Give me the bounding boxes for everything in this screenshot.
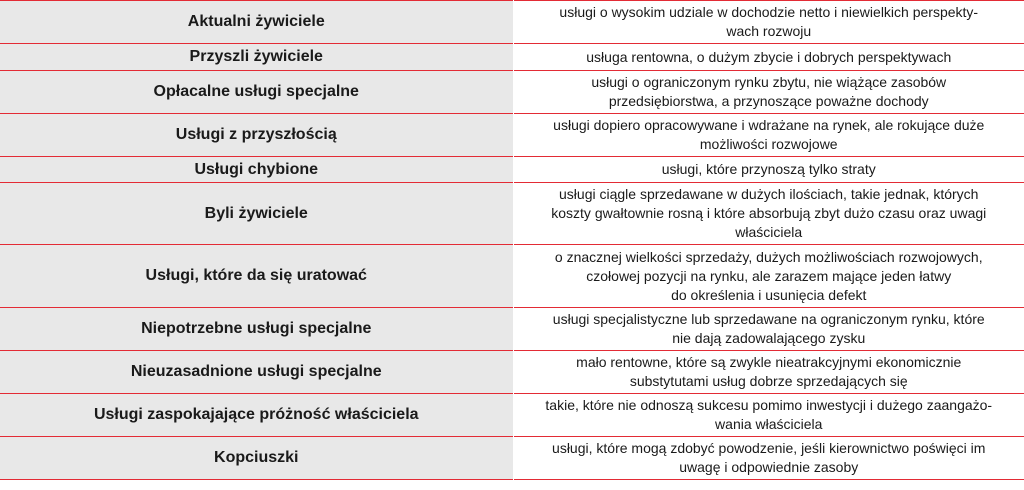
table-row: [0, 183, 1024, 245]
row-description: usługi, które mogą zdobyć powodzenie, jeśli kierownictwo poświęci im uwagę i odpowiednie zasoby: [513, 437, 1024, 480]
row-description: usługi specjalistyczne lub sprzedawane na ograniczonym rynku, które nie dają zadowalającego zysku: [513, 308, 1024, 351]
row-description: usługi ciągle sprzedawane w dużych ilościach, takie jednak, których koszty gwałtownie rosną i które absorbują zbyt dużo czasu oraz uwagi właściciela: [513, 183, 1024, 245]
row-description: o znacznej wielkości sprzedaży, dużych możliwościach rozwojowych, czołowej pozycji na rynku, ale zarazem mające jeden łatwy do określenia i usunięcia defekt: [513, 245, 1024, 308]
row-term: Usługi z przyszłością: [0, 114, 513, 157]
table-row: [0, 245, 1024, 308]
table-row: [0, 394, 1024, 437]
row-description: usługi o ograniczonym rynku zbytu, nie wiążące zasobów przedsiębiorstwa, a przynoszące poważne dochody: [513, 71, 1024, 114]
row-term: Usługi zaspokajające próżność właściciela: [0, 394, 513, 437]
table-row: [0, 437, 1024, 480]
table-row: [0, 71, 1024, 114]
table-row: [0, 308, 1024, 351]
table-row: [0, 157, 1024, 183]
row-term: Kopciuszki: [0, 437, 513, 480]
row-description: usługi o wysokim udziale w dochodzie netto i niewielkich perspekty- wach rozwoju: [513, 1, 1024, 44]
row-term: Aktualni żywiciele: [0, 1, 513, 44]
table-row: [0, 1, 1024, 44]
row-description: mało rentowne, które są zwykle nieatrakcyjnymi ekonomicznie substytutami usług dobrze sprzedających się: [513, 351, 1024, 394]
row-description: usługa rentowna, o dużym zbycie i dobrych perspektywach: [513, 44, 1024, 71]
row-term: Nieuzasadnione usługi specjalne: [0, 351, 513, 394]
table-row: [0, 114, 1024, 157]
table-row: [0, 351, 1024, 394]
row-description: usługi, które przynoszą tylko straty: [513, 157, 1024, 183]
row-term: Byli żywiciele: [0, 183, 513, 245]
row-term: Usługi, które da się uratować: [0, 245, 513, 308]
row-term: Niepotrzebne usługi specjalne: [0, 308, 513, 351]
row-description: takie, które nie odnoszą sukcesu pomimo inwestycji i dużego zaangażo- wania właściciela: [513, 394, 1024, 437]
table-row: [0, 44, 1024, 71]
row-term: Przyszli żywiciele: [0, 44, 513, 71]
row-term: Usługi chybione: [0, 157, 513, 183]
row-term: Opłacalne usługi specjalne: [0, 71, 513, 114]
row-description: usługi dopiero opracowywane i wdrażane na rynek, ale rokujące duże możliwości rozwojowe: [513, 114, 1024, 157]
